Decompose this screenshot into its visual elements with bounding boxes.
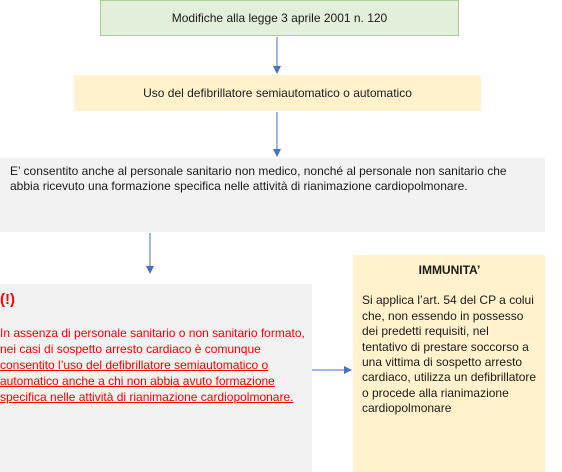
- warning-text-underlined: consentito l’uso del defibrillatore semiautomatico o automatico anche a chi non abbia avuto formazione specifica nelle attività di rianimazione cardiopolmonare.: [0, 358, 294, 404]
- immunity-title: IMMUNITA’: [418, 263, 481, 277]
- warning-title: (!): [0, 291, 15, 308]
- law-box-text: Modifiche alla legge 3 aprile 2001 n. 120: [171, 11, 388, 25]
- immunity-text: Si applica l’art. 54 del CP a colui che, non essendo in possesso dei predetti requisiti, nel tentativo di prestare soccorso a una vittima di sospetto arresto cardiaco, utilizza un defibrillatore o procede alla rianimazione cardiopolmonare: [362, 293, 537, 416]
- defibrillator-use-text: Uso del defibrillatore semiautomatico o automatico: [143, 86, 412, 100]
- consent-text: E’ consentito anche al personale sanitario non medico, nonché al personale non sanitario che abbia ricevuto una formazione specifica nelle attività di rianimazione cardiopolmonare.: [10, 164, 507, 193]
- warning-text-plain: In assenza di personale sanitario o non sanitario formato, nei casi di sospetto arresto cardiaco è comunque: [0, 326, 305, 356]
